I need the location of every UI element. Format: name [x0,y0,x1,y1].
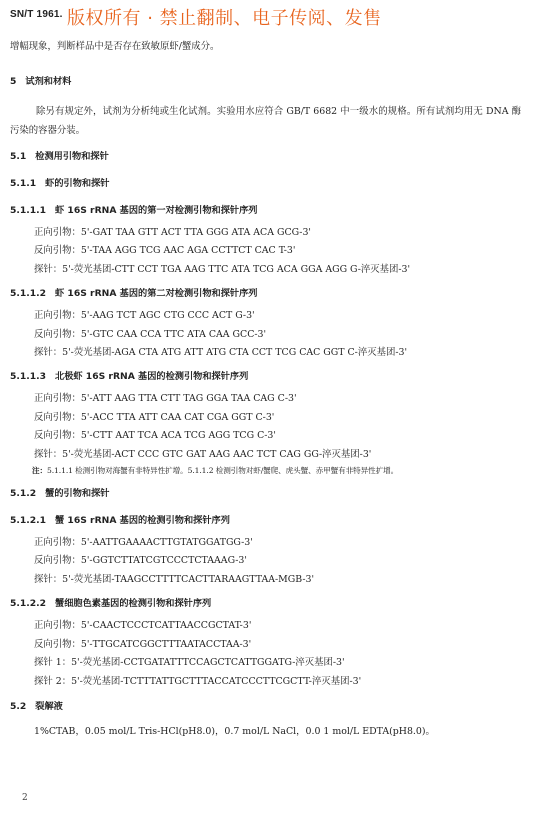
section-5-1-2-2-heading [10,596,525,612]
section-title: 检测用引物和探针 [35,151,109,162]
section-5-heading [10,74,525,90]
section-title: 蟹 16S rRNA 基因的检测引物和探针序列 [55,515,230,527]
note [10,464,525,478]
section-5-1-1-1-heading [10,203,525,219]
primer-line: 正向引物：5'-AAG TCT AGC CTG CCC ACT G-3' [34,310,255,322]
primer-line: 正向引物：5'-CAACTCCCTCATTAACCGCTAT-3' [34,620,252,632]
section-5-1-2-heading [10,486,525,502]
section-number: 5.1.2.1 [10,515,47,527]
section-5-2-heading [10,699,525,715]
section-5-1-1-2-heading [10,286,525,302]
page-number: 2 [22,793,28,803]
note-text: 5.1.1.1 检测引物对海蟹有非特异性扩增。5.1.1.2 检测引物对虾/蟹爬、虎头蟹、赤甲蟹有非特异性扩增。 [47,466,399,476]
probe-line: 探针 1：5'-荧光基团-CCTGATATTTCCAGCTCATTGGATG-淬灭基团-3' [34,657,345,669]
primer-line: 反向引物：5'-GGTCTTATCGTCCCTCTAAAG-3' [34,555,247,567]
section-5-1-1-heading [10,176,525,192]
section-number: 5.1.1 [10,178,37,189]
section-title: 虾的引物和探针 [45,178,110,189]
section-5-1-1-3-heading [10,369,525,385]
probe-line: 探针：5'-荧光基团-ACT CCC GTC GAT AAG AAC TCT CAG GG-淬灭基团-3' [34,448,372,460]
note-label: 注： [32,466,47,476]
section-5-paragraph: 除另有规定外，试剂为分析纯或生化试剂。实验用水应符合 GB/T 6682 中一级水的规格。所有试剂均用无 DNA 酶污染的容器分装。 [10,106,521,136]
section-title: 蟹的引物和探针 [45,488,110,500]
section-number: 5.1 [10,151,27,162]
probe-line: 探针：5'-荧光基团-AGA CTA ATG ATT ATG CTA CCT TCG CAC GGT C-淬灭基团-3' [34,347,408,359]
probe-line: 探针：5'-荧光基团-TAAGCCTTTTCACTTARAAGTTAA-MGB-3' [34,573,315,585]
primer-line: 反向引物：5'-CTT AAT TCA ACA TCG AGG TCG C-3' [34,430,276,442]
copyright-watermark: 版权所有 · 禁止翻制、电子传阅、发售 [67,8,382,29]
section-title: 北极虾 16S rRNA 基因的检测引物和探针序列 [55,371,249,383]
section-number: 5.1.2.2 [10,598,47,610]
section-number: 5.1.1.3 [10,371,47,383]
section-title: 试剂和材料 [25,76,72,87]
primer-line: 反向引物：5'-GTC CAA CCA TTC ATA CAA GCC-3' [34,328,267,340]
primer-line: 正向引物：5'-ATT AAG TTA CTT TAG GGA TAA CAG C-3' [34,393,297,405]
probe-line: 探针：5'-荧光基团-CTT CCT TGA AAG TTC ATA TCG ACA GGA AGG G-淬灭基团-3' [34,263,411,275]
section-number: 5.2 [10,700,27,712]
primer-line: 反向引物：5'-TAA AGG TCG AAC AGA CCTTCT CAC T-3' [34,245,296,257]
section-title: 蟹细胞色素基因的检测引物和探针序列 [55,598,212,610]
section-5-1-heading [10,149,525,165]
primer-line: 正向引物：5'-GAT TAA GTT ACT TTA GGG ATA ACA GCG-3' [34,227,311,238]
section-title: 裂解液 [35,700,63,712]
section-number: 5.1.1.2 [10,288,47,300]
section-number: 5 [10,76,17,87]
section-5-1-2-1-heading [10,513,525,529]
primer-line: 反向引物：5'-ACC TTA ATT CAA CAT CGA GGT C-3' [34,411,275,423]
document-body [10,38,525,741]
section-number: 5.1.1.1 [10,205,47,216]
section-number: 5.1.2 [10,488,37,500]
lysis-buffer-composition: 1%CTAB，0.05 mol/L Tris-HCl(pH8.0)，0.7 mol/L NaCl，0.0 1 mol/L EDTA(pH8.0)。 [34,725,435,737]
section-title: 虾 16S rRNA 基因的第一对检测引物和探针序列 [55,205,258,216]
probe-line: 探针 2：5'-荧光基团-TCTTTATTGCTTTACCATCCCTTCGCTT-淬灭基团-3' [34,675,362,687]
primer-line: 反向引物：5'-TTGCATCGGCTTTAATACCTAA-3' [34,638,252,650]
section-title: 虾 16S rRNA 基因的第二对检测引物和探针序列 [55,288,258,300]
primer-line: 正向引物：5'-AATTGAAAACTTGTATGGATGG-3' [34,537,253,549]
standard-code: SN/T 1961. [10,9,63,20]
intro-line: 增幅现象，判断样品中是否存在致敏原虾/蟹成分。 [10,41,220,52]
